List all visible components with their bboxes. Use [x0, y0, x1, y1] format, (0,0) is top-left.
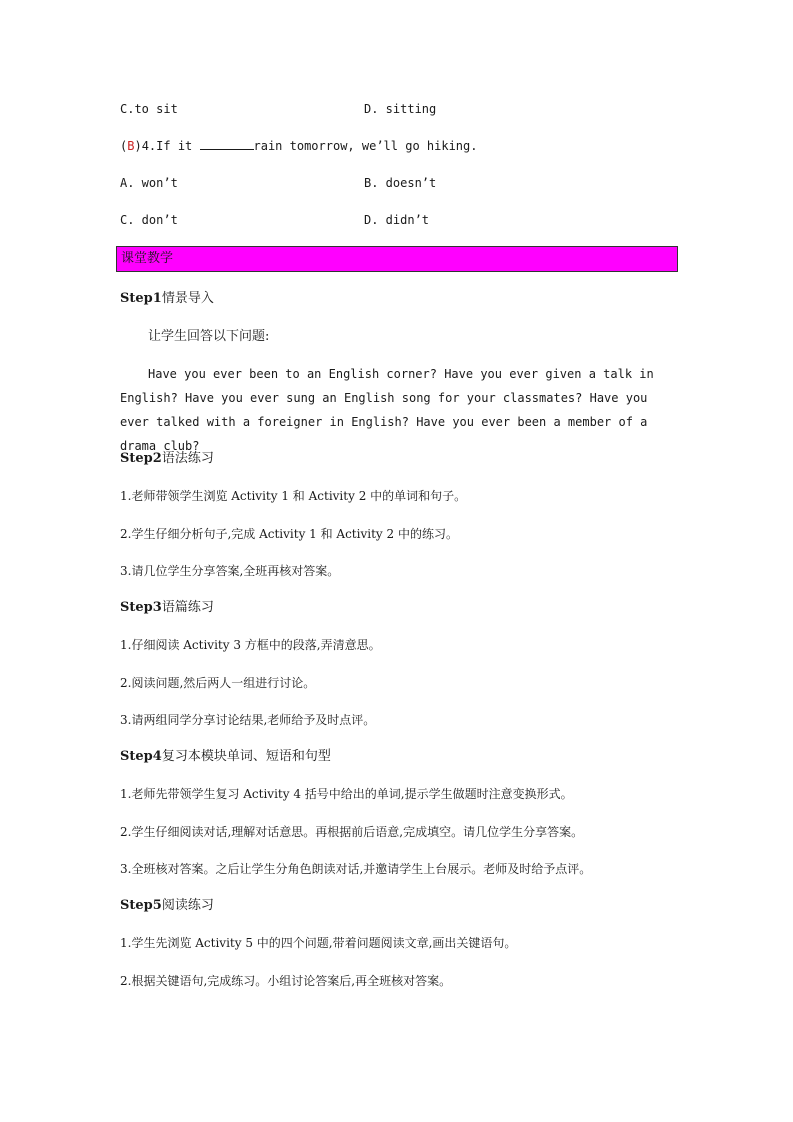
step1-title-cn: 情景导入: [161, 291, 214, 306]
step4-title: Step4: [120, 749, 162, 764]
step3-item-3: 3.请两组同学分享讨论结果,老师给予及时点评。: [120, 713, 376, 727]
option-a: A. won’t: [120, 176, 178, 190]
step4-heading: [120, 750, 331, 764]
option-d: D. sitting: [364, 102, 437, 116]
step4-item-2: 2.学生仔细阅读对话,理解对话意思。再根据前后语意,完成填空。请几位学生分享答案。: [120, 825, 584, 839]
question-3-options-cd: [120, 102, 437, 116]
step3-heading: [120, 601, 214, 615]
section-banner: 课堂教学: [116, 246, 678, 272]
question-4-options-cd: [120, 213, 430, 227]
step3-title: Step3: [120, 600, 162, 615]
option-d: D. didn’t: [364, 213, 430, 227]
step2-item-3: 3.请几位学生分享答案,全班再核对答案。: [120, 564, 340, 578]
step5-title-cn: 阅读练习: [161, 898, 214, 913]
question-4-suffix: rain tomorrow, we’ll go hiking.: [253, 139, 478, 153]
step4-item-3: 3.全班核对答案。之后让学生分角色朗读对话,并邀请学生上台展示。老师及时给予点评。: [120, 862, 592, 876]
step2-item-1: 1.老师带领学生浏览 Activity 1 和 Activity 2 中的单词和句子。: [120, 489, 467, 503]
option-c: C. don’t: [120, 213, 178, 227]
step3-item-2: 2.阅读问题,然后两人一组进行讨论。: [120, 676, 316, 690]
step4-title-cn: 复习本模块单词、短语和句型: [161, 749, 331, 764]
option-b: B. doesn’t: [364, 176, 437, 190]
step1-heading: [120, 292, 214, 306]
question-4-prefix: 4.If it: [141, 139, 200, 153]
step1-intro: 让学生回答以下问题:: [148, 329, 270, 344]
step5-title: Step5: [120, 898, 162, 913]
step5-item-2: 2.根据关键语句,完成练习。小组讨论答案后,再全班核对答案。: [120, 974, 452, 988]
step2-item-2: 2.学生仔细分析句子,完成 Activity 1 和 Activity 2 中的练习。: [120, 527, 458, 541]
question-4: (B)4.If it rain tomorrow, we’ll go hiking.: [120, 139, 478, 153]
step1-paragraph: Have you ever been to an English corner? Have you ever given a talk in English? Have you ever sung an English song for your classmates? Have you ever talked with a foreigner in English? Have you ever been a member of a drama club?: [120, 367, 654, 453]
step1-title: Step1: [120, 291, 162, 306]
step4-item-1: 1.老师先带领学生复习 Activity 4 括号中给出的单词,提示学生做题时注意变换形式。: [120, 787, 573, 801]
step3-item-1: 1.仔细阅读 Activity 3 方框中的段落,弄清意思。: [120, 638, 381, 652]
question-4-answer: B: [127, 139, 135, 153]
step3-title-cn: 语篇练习: [161, 600, 214, 615]
answer-blank: [200, 139, 254, 150]
question-4-options-ab: [120, 176, 437, 190]
step2-title: Step2: [120, 451, 162, 466]
step5-item-1: 1.学生先浏览 Activity 5 中的四个问题,带着问题阅读文章,画出关键语句。: [120, 936, 517, 950]
step2-title-cn: 语法练习: [161, 451, 214, 466]
option-c: C.to sit: [120, 102, 178, 116]
step2-heading: [120, 452, 214, 466]
step5-heading: [120, 899, 214, 913]
